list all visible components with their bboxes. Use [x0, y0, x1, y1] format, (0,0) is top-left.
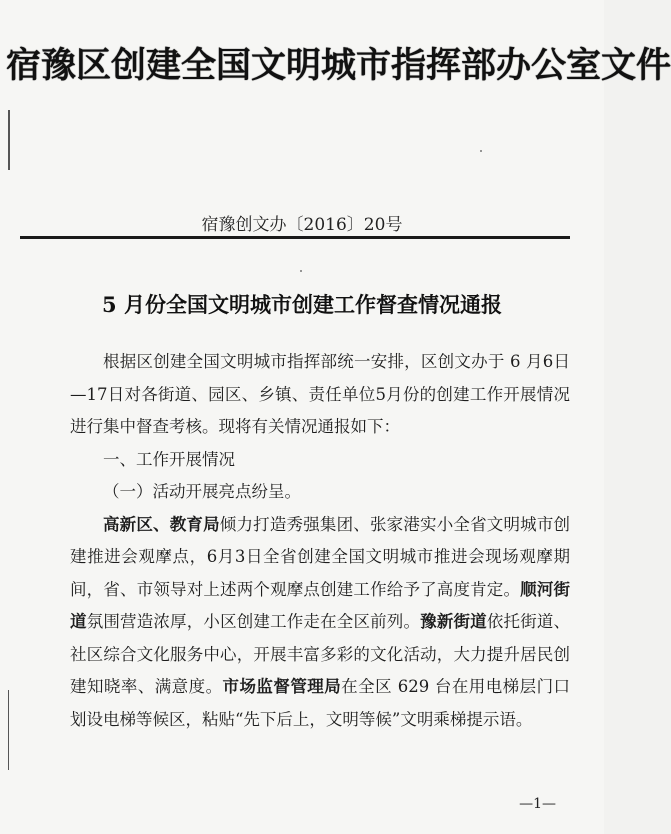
paragraph-text: 依托街道、社区综合文化服务中心，开展丰富多彩的文化活动，大力提升居民创建知晓率、满意度。 — [70, 612, 571, 696]
paragraph-text: 在全区 629 台在用电梯层门口划设电梯等候区，粘贴“先下后上，文明等候”文明乘梯提示语。 — [70, 677, 571, 729]
unit-name: 豫新街道 — [420, 612, 487, 631]
unit-name: 高新区、教育局 — [103, 514, 220, 534]
section-heading: 一、工作开展情况 — [103, 449, 235, 469]
intro-paragraph: 根据区创建全国文明城市指挥部统一安排，区创文办于 6 月6日—17日对各街道、园区、乡镇、责任单位5月份的创建工作开展情况进行集中督查考核。现将有关情况通报如下： — [70, 352, 570, 436]
header-rule — [20, 236, 570, 239]
notice-title: 5 月份全国文明城市创建工作督查情况通报 — [102, 292, 502, 317]
scan-edge-mark — [8, 110, 10, 170]
highlights-paragraph — [70, 509, 570, 737]
scan-speck — [480, 150, 482, 152]
paragraph-text: 氛围营造浓厚，小区创建工作走在全区前列。 — [86, 612, 421, 631]
subsection-heading: （一）活动开展亮点纷呈。 — [103, 482, 301, 501]
issuing-office-title: 宿豫区创建全国文明城市指挥部办公室文件 — [6, 45, 671, 86]
document-body — [70, 346, 570, 736]
paragraph-text: 倾力打造秀强集团、张家港实小全省文明城市创建推进会观摩点，6月3日全省创建全国文明城市推进会现场观摩期间，省、市领导对上述两个观摩点创建工作给予了高度肯定。 — [70, 514, 571, 599]
unit-name: 顺河街道 — [70, 579, 571, 631]
page-number: —1— — [519, 796, 556, 812]
unit-name: 市场监督管理局 — [222, 677, 342, 696]
scan-edge-mark — [8, 690, 9, 770]
document-number: 宿豫创文办〔2016〕20号 — [201, 215, 403, 235]
scan-speck — [300, 270, 302, 272]
